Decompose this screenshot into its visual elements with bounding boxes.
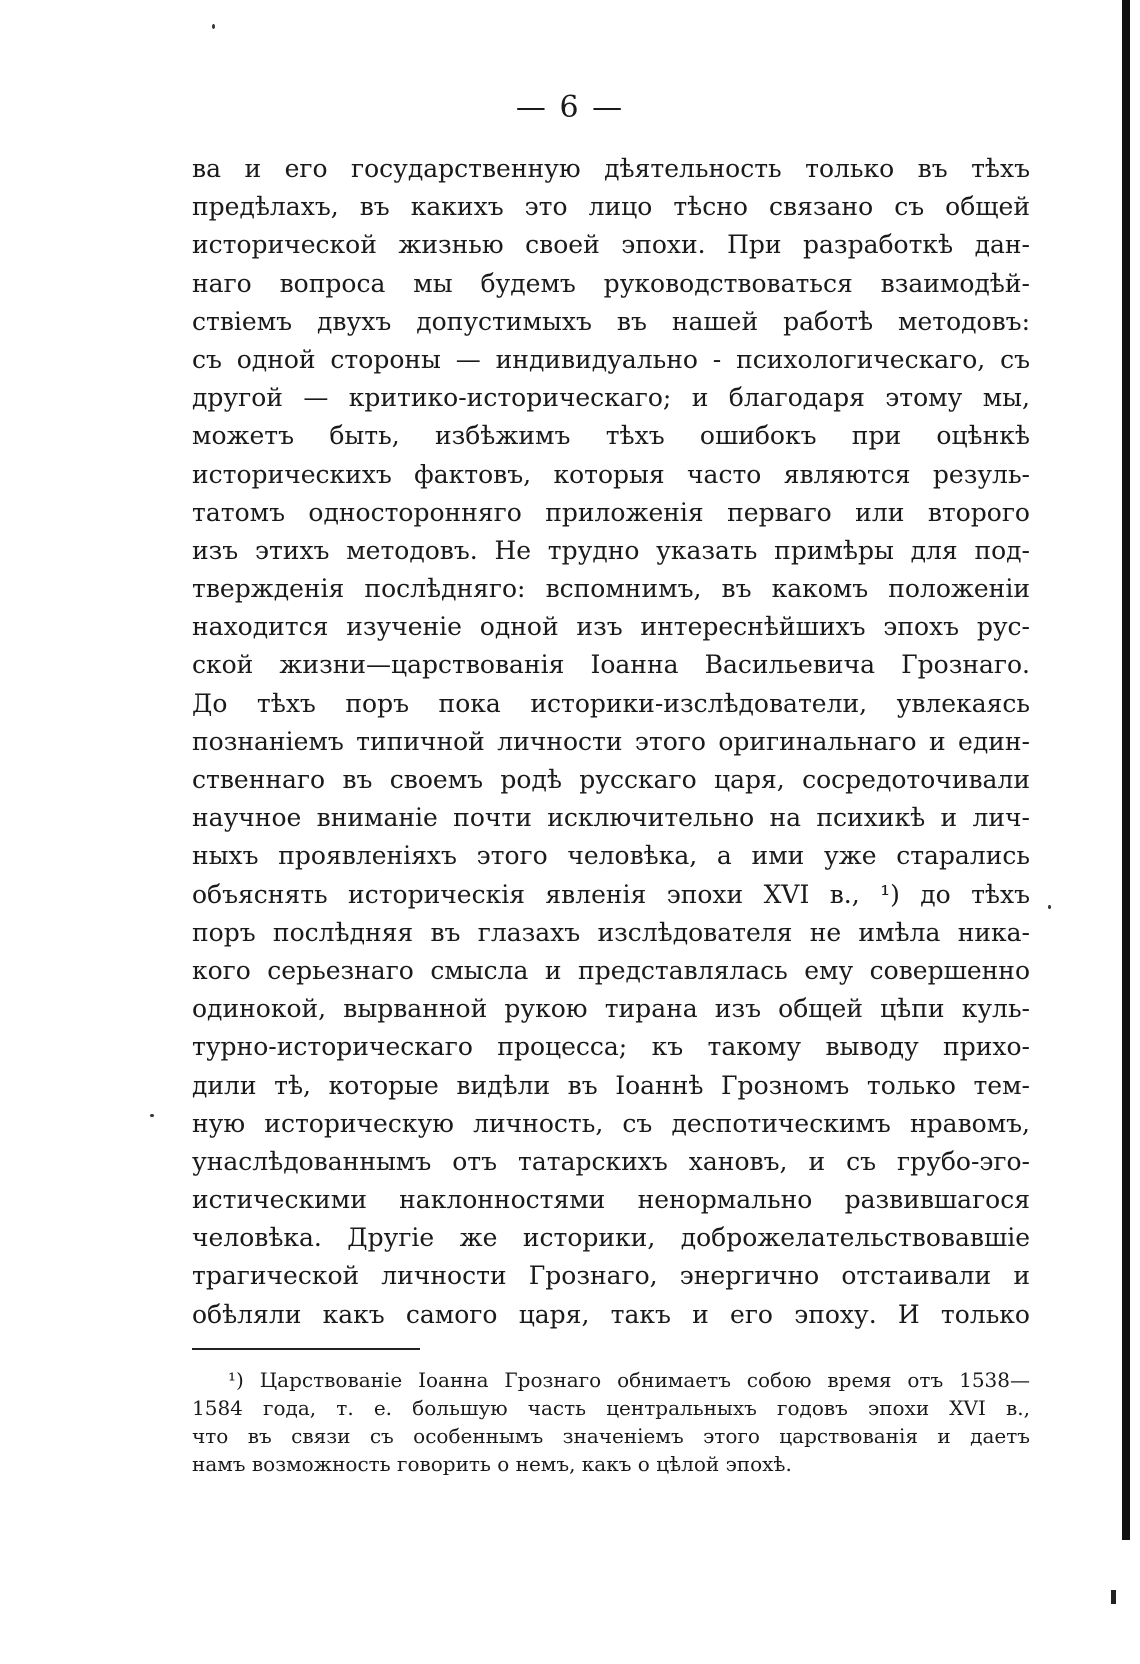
text-line: человѣка. Другіе же историки, доброжелательствовавшіе — [192, 1223, 1030, 1253]
text-line: ныхъ проявленіяхъ этого человѣка, а ими уже старались — [192, 841, 1030, 871]
text-line: ную историческую личность, съ деспотическимъ нравомъ, — [192, 1108, 1030, 1138]
text-line: поръ послѣдняя въ глазахъ изслѣдователя не имѣла ника- — [192, 917, 1030, 947]
footnote-line: 1584 года, т. е. большую часть центральныхъ годовъ эпохи XVI в., — [192, 1396, 1030, 1420]
text-line: До тѣхъ поръ пока историки-изслѣдователи, увлекаясь — [192, 688, 1030, 718]
scan-speck — [1048, 905, 1051, 909]
text-line: предѣлахъ, въ какихъ это лицо тѣсно связано съ общей — [192, 192, 1030, 222]
text-line: съ одной стороны — индивидуально - психологическаго, съ — [192, 344, 1030, 374]
text-line: обѣляли какъ самого царя, такъ и его эпоху. И только — [192, 1299, 1030, 1329]
text-line: твержденія послѣдняго: вспомнимъ, въ какомъ положеніи — [192, 574, 1030, 604]
main-text — [192, 150, 1030, 1334]
text-line: историческихъ фактовъ, которыя часто являются резуль- — [192, 459, 1030, 489]
text-line: ствіемъ двухъ допустимыхъ въ нашей работѣ методовъ: — [192, 306, 1030, 336]
text-line: унаслѣдованнымъ отъ татарскихъ хановъ, и съ грубо-эго- — [192, 1146, 1030, 1176]
footnote-line: что въ связи съ особеннымъ значеніемъ этого царствованія и даетъ — [192, 1424, 1030, 1448]
text-line: одинокой, вырванной рукою тирана изъ общей цѣпи куль- — [192, 994, 1030, 1024]
text-line: ственнаго въ своемъ родѣ русскаго царя, сосредоточивали — [192, 765, 1030, 794]
text-line: турно-историческаго процесса; къ такому выводу прихо- — [192, 1032, 1030, 1062]
text-line: научное вниманіе почти исключительно на психикѣ и лич- — [192, 803, 1030, 833]
scan-edge-mark — [1111, 1590, 1116, 1604]
text-line: трагической личности Грознаго, энергично отстаивали и — [192, 1261, 1030, 1291]
text-line: дили тѣ, которые видѣли въ Іоаннѣ Грозномъ только тем- — [192, 1070, 1030, 1100]
text-line: находится изученіе одной изъ интереснѣйшихъ эпохъ рус- — [192, 612, 1030, 642]
text-line: истическими наклонностями ненормально развившагося — [192, 1185, 1030, 1215]
scan-speck — [150, 1114, 154, 1117]
text-line: объяснять историческія явленія эпохи XVI в., ¹) до тѣхъ — [192, 879, 1030, 909]
scan-speck — [212, 24, 215, 29]
footnote — [192, 1366, 1030, 1478]
text-line: ской жизни—царствованія Іоанна Васильевича Грознаго. — [192, 650, 1030, 680]
text-line: наго вопроса мы будемъ руководствоваться взаимодѣй- — [192, 268, 1030, 298]
scan-edge-shadow — [1122, 0, 1130, 1540]
page-number: — 6 — — [515, 90, 625, 125]
text-line: татомъ односторонняго приложенія перваго или второго — [192, 497, 1030, 527]
text-line: кого серьезнаго смысла и представлялась ему совершенно — [192, 955, 1030, 985]
footnote-line: ¹) Царствованіе Іоанна Грознаго обнимаетъ собою время отъ 1538— — [228, 1368, 1030, 1392]
text-line: познаніемъ типичной личности этого оригинальнаго и един- — [192, 726, 1030, 756]
text-line: ва и его государственную дѣятельность только въ тѣхъ — [192, 154, 1030, 183]
text-line: исторической жизнью своей эпохи. При разработкѣ дан- — [192, 230, 1030, 260]
text-line: можетъ быть, избѣжимъ тѣхъ ошибокъ при оцѣнкѣ — [192, 421, 1030, 451]
footnote-divider — [192, 1348, 420, 1350]
footnote-line: намъ возможность говорить о немъ, какъ о цѣлой эпохѣ. — [192, 1452, 792, 1476]
text-line: изъ этихъ методовъ. Не трудно указать примѣры для под- — [192, 535, 1030, 565]
text-line: другой — критико-историческаго; и благодаря этому мы, — [192, 383, 1030, 413]
